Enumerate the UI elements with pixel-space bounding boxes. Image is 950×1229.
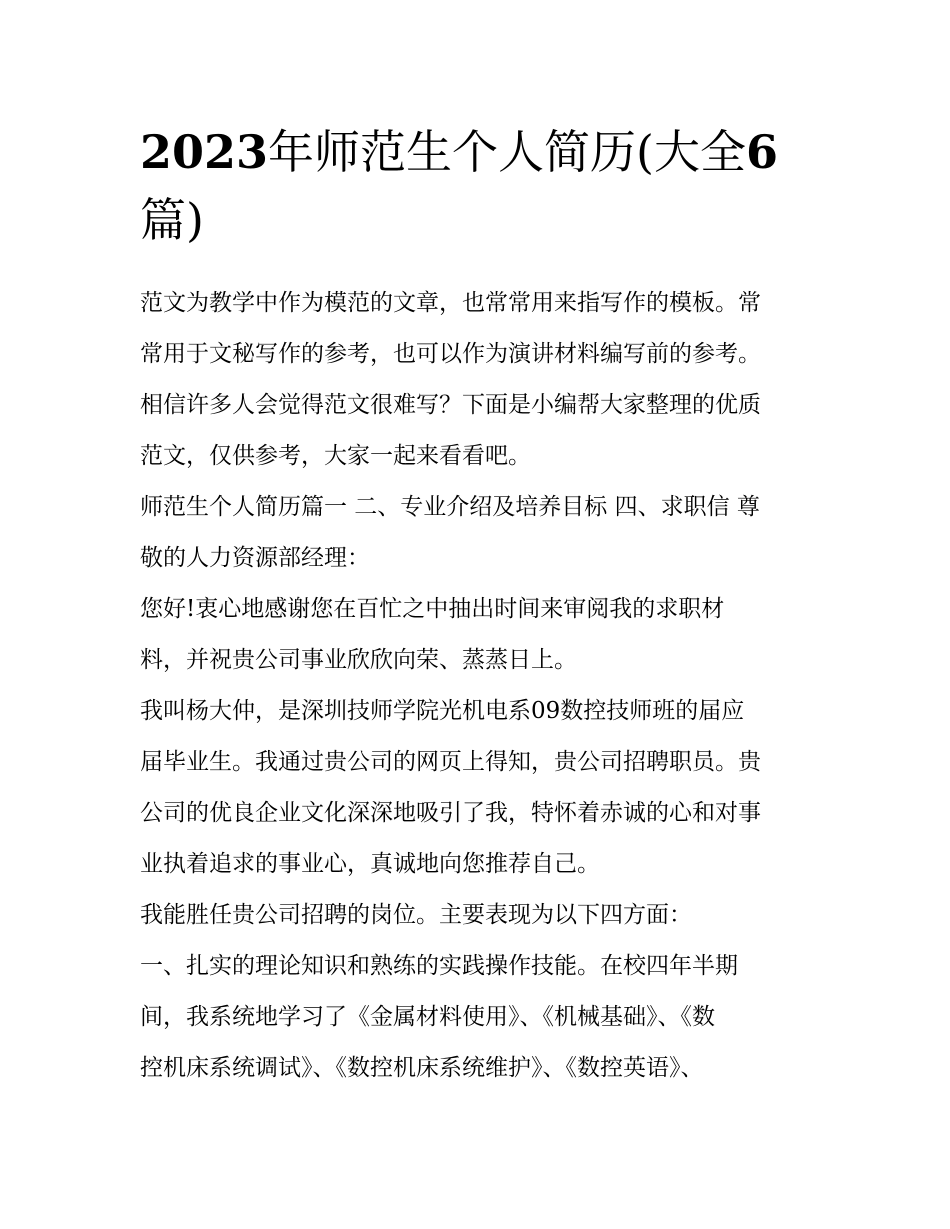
- text-line: 公司的优良企业文化深深地吸引了我，特怀着赤诚的心和对事: [140, 800, 761, 826]
- text-line: 我叫杨大仲，是深圳技师学院光机电系09数控技师班的届应: [140, 698, 745, 724]
- text-line: 料，并祝贵公司事业欣欣向荣、蒸蒸日上。: [140, 647, 577, 673]
- text-line: 相信许多人会觉得范文很难写？下面是小编帮大家整理的优质: [140, 392, 761, 418]
- title-count: 6: [745, 125, 778, 179]
- text-line: 届毕业生。我通过贵公司的网页上得知，贵公司招聘职员。贵: [140, 749, 761, 775]
- text-line: 师范生个人简历篇一 二、专业介绍及培养目标 四、求职信 尊: [140, 494, 760, 520]
- text-line: 业执着追求的事业心，真诚地向您推荐自己。: [140, 851, 600, 877]
- title-text: 年师范生个人简历(大全: [268, 125, 746, 179]
- text-line: 控机床系统调试》、《数控机床系统维护》、《数控英语》、: [140, 1055, 704, 1081]
- title-line-2: 篇): [140, 193, 204, 247]
- text-line: 我能胜任贵公司招聘的岗位。主要表现为以下四方面：: [140, 902, 692, 928]
- text-line: 敬的人力资源部经理：: [140, 545, 370, 571]
- text-line: 您好!衷心地感谢您在百忙之中抽出时间来审阅我的求职材: [140, 596, 725, 622]
- title-line-1: [140, 118, 820, 186]
- text-line: 常用于文秘写作的参考，也可以作为演讲材料编写前的参考。: [140, 341, 761, 367]
- page-title: [140, 118, 820, 254]
- title-year: 2023: [140, 125, 269, 179]
- text-line: 范文为教学中作为模范的文章，也常常用来指写作的模板。常: [140, 290, 761, 316]
- text-line: 一、扎实的理论知识和熟练的实践操作技能。在校四年半期: [140, 953, 738, 979]
- text-line: 范文，仅供参考，大家一起来看看吧。: [140, 443, 531, 469]
- text-line: 间，我系统地学习了《金属材料使用》、《机械基础》、《数: [140, 1004, 715, 1030]
- document-body: [140, 278, 820, 1094]
